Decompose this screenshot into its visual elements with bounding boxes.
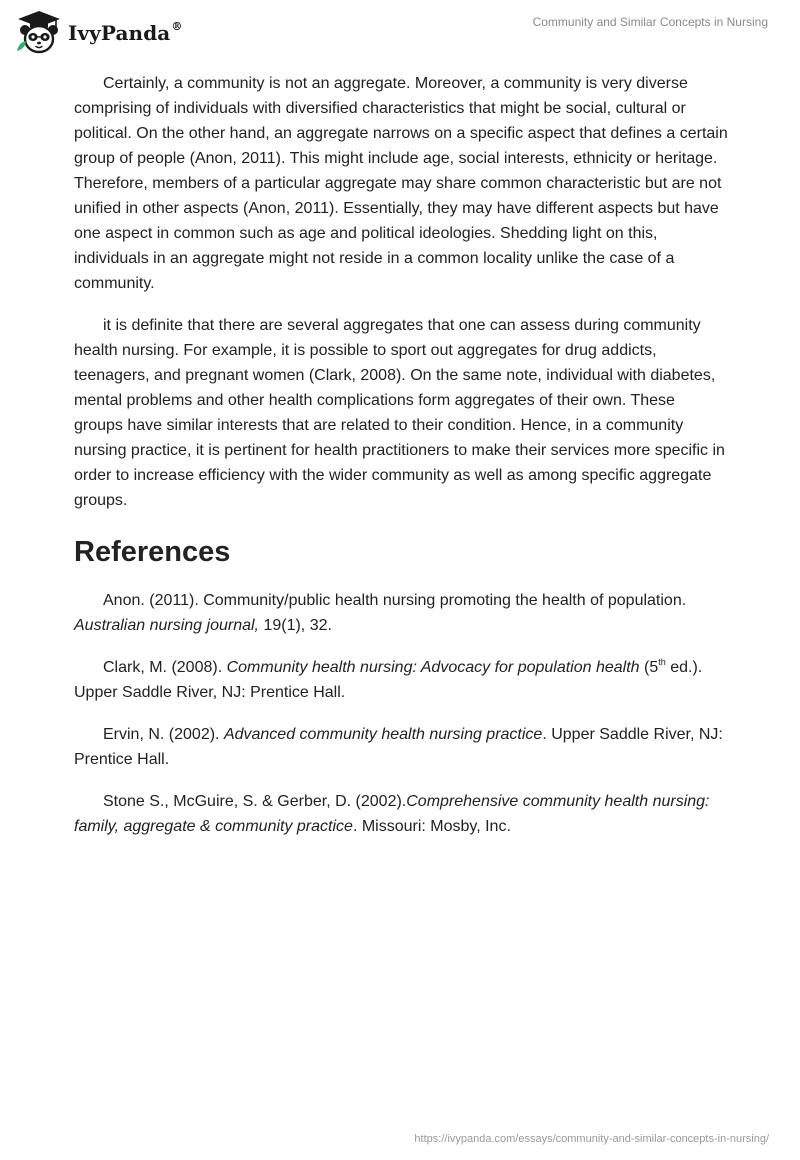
reference-text: (5: [639, 659, 659, 676]
reference-text: . Missouri: Mosby, Inc.: [352, 818, 511, 835]
reference-text: Clark, M. (2008).: [103, 659, 227, 676]
page-header-title: Community and Similar Concepts in Nursing: [532, 15, 768, 29]
reference-text: . Upper Saddle River, NJ: Prentice Hall.: [74, 726, 723, 768]
reference-item: [74, 722, 728, 772]
brand-text: IvyPanda: [68, 21, 171, 45]
reference-title: Comprehensive community health nursing: family, aggregate & community practice: [74, 793, 710, 835]
panda-graduate-icon: [14, 8, 64, 56]
reference-item: [74, 655, 728, 705]
essay-content: [74, 71, 728, 856]
registered-mark: ®: [171, 20, 183, 34]
reference-text: ed.). Upper Saddle River, NJ: Prentice Hall.: [74, 659, 703, 701]
reference-title: Advanced community health nursing practice: [223, 726, 543, 743]
body-paragraph: Certainly, a community is not an aggregate. Moreover, a community is very diverse comprising of individuals with diversified characteristics that might be social, cultural or political. On the other hand, an aggregate narrows on a specific aspect that defines a certain group of people (Anon, 2011). This might include age, social interests, ethnicity or heritage. Therefore, members of a particular aggregate may share common characteristic but are not unified in other aspects (Anon, 2011). Essentially, they may have different aspects but have one aspect in common such as age and political ideologies. Shedding light on this, individuals in an aggregate might not reside in a common locality unlike the case of a community.: [74, 75, 728, 292]
reference-item: [74, 789, 728, 839]
page-header: [0, 0, 800, 64]
brand-name: [68, 21, 182, 45]
reference-text: 19(1), 32.: [259, 617, 332, 634]
body-paragraph: it is definite that there are several aggregates that one can assess during community health nursing. For example, it is possible to sport out aggregates for drug addicts, teenagers, and pregnant women (Clark, 2008). On the same note, individual with diabetes, mental problems and other health complications form aggregates of their own. These groups have similar interests that are related to their condition. Hence, in a community nursing practice, it is pertinent for health practitioners to make their services more specific in order to increase efficiency with the wider community as well as among specific aggregate groups.: [74, 317, 725, 509]
reference-text: Stone S., McGuire, S. & Gerber, D. (2002).: [103, 793, 407, 810]
footer-url[interactable]: https://ivypanda.com/essays/community-and-similar-concepts-in-nursing/: [414, 1133, 769, 1145]
reference-item: [74, 588, 728, 638]
reference-text: Anon. (2011). Community/public health nursing promoting the health of population.: [103, 592, 687, 609]
reference-text: Ervin, N. (2002).: [103, 726, 224, 743]
reference-title: Australian nursing journal,: [74, 617, 259, 634]
reference-title: Community health nursing: Advocacy for population health: [226, 659, 640, 676]
reference-superscript: th: [658, 657, 666, 667]
logo[interactable]: [14, 8, 182, 56]
references-heading: References: [74, 536, 231, 568]
